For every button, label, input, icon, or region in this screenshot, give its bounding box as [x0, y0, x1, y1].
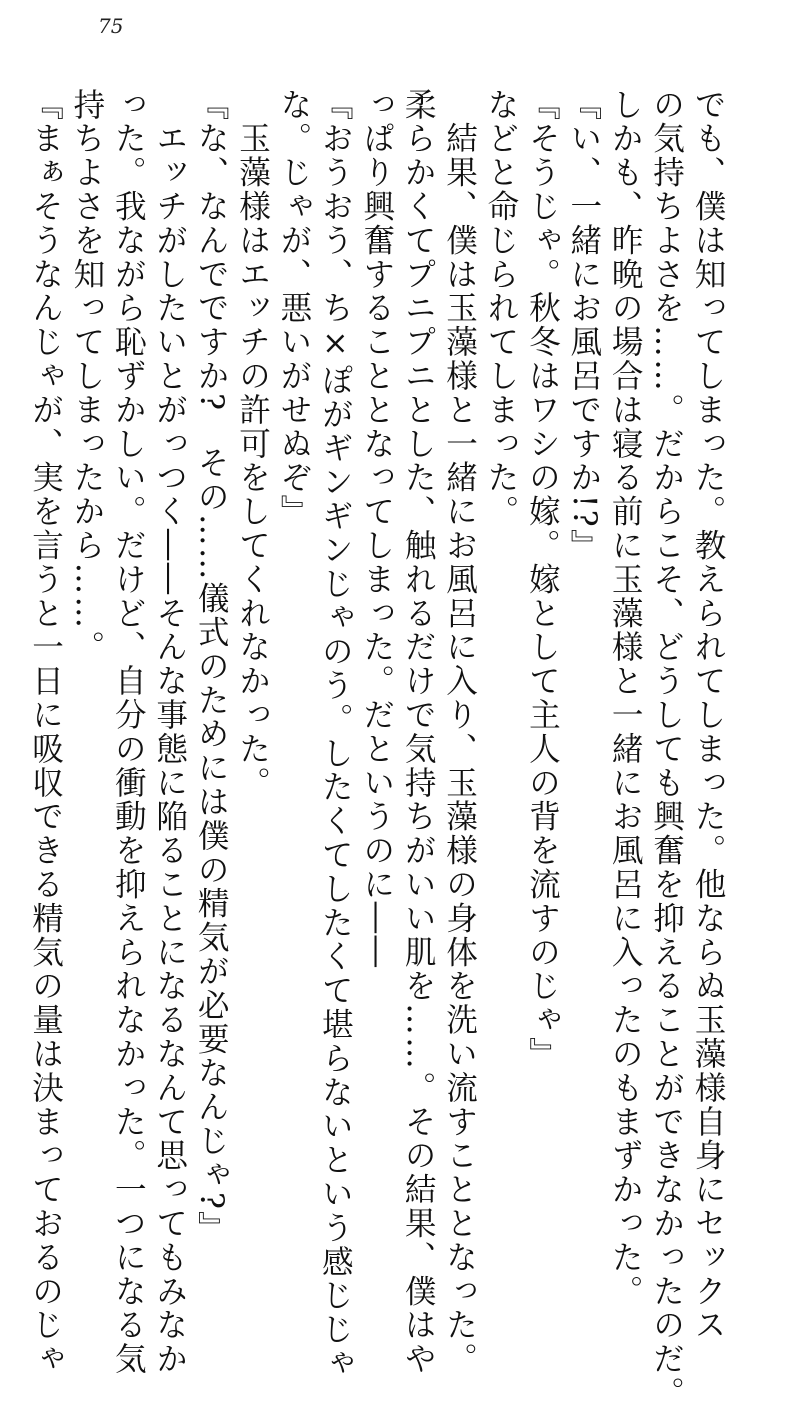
text-line: でも、僕は知ってしまった。教えられてしまった。他ならぬ玉藻様自身にセックス — [690, 88, 726, 1343]
text-line: った。我ながら恥ずかしい。だけど、自分の衝動を抑えられなかった。一つになる気 — [110, 88, 147, 1377]
text-line: エッチがしたいとがっつく――そんな事態に陥ることになるなんて思ってもみなか — [151, 88, 188, 1377]
text-line: 『い、一緒にお風呂ですか!?』 — [565, 88, 602, 563]
text-line: しかも、昨晩の場合は寝る前に玉藻様と一緒にお風呂に入ったのもまずかった。 — [607, 88, 644, 1309]
body-text — [27, 88, 728, 1410]
text-line: 持ちよさを知ってしまったから……。 — [68, 88, 105, 665]
text-line: 『おうおう、ち×ぽがギンギンじゃのう。したくてしたくて堪らないという感じじゃ — [317, 88, 354, 1381]
text-line: などと命じられてしまった。 — [482, 88, 519, 529]
page-number: 75 — [98, 14, 124, 38]
text-line: 『な、なんでですか? その……儀式のためには僕の精気が必要なんじゃ?』 — [193, 88, 230, 1246]
text-line: 玉藻様はエッチの許可をしてくれなかった。 — [234, 88, 271, 800]
text-line: 柔らかくてプニプニとした、触れるだけで気持ちがいい肌を……。その結果、僕はや — [400, 88, 437, 1377]
text-line: 『そうじゃ。秋冬はワシの嫁。嫁として主人の背を流すのじゃ』 — [524, 88, 561, 1072]
text-line: 結果、僕は玉藻様と一緒にお風呂に入り、玉藻様の身体を洗い流すこととなった。 — [441, 88, 478, 1377]
text-line: 『まぁそうなんじゃが、実を言うと一日に吸収できる精気の量は決まっておるのじゃ — [27, 88, 64, 1377]
text-line: な。じゃが、悪いがせぬぞ』 — [275, 88, 312, 529]
text-line: の気持ちよさを……。だからこそ、どうしても興奮を抑えることができなかったのだ。 — [648, 88, 685, 1410]
text-line: っぱり興奮することとなってしまった。だというのに―― — [358, 88, 395, 970]
